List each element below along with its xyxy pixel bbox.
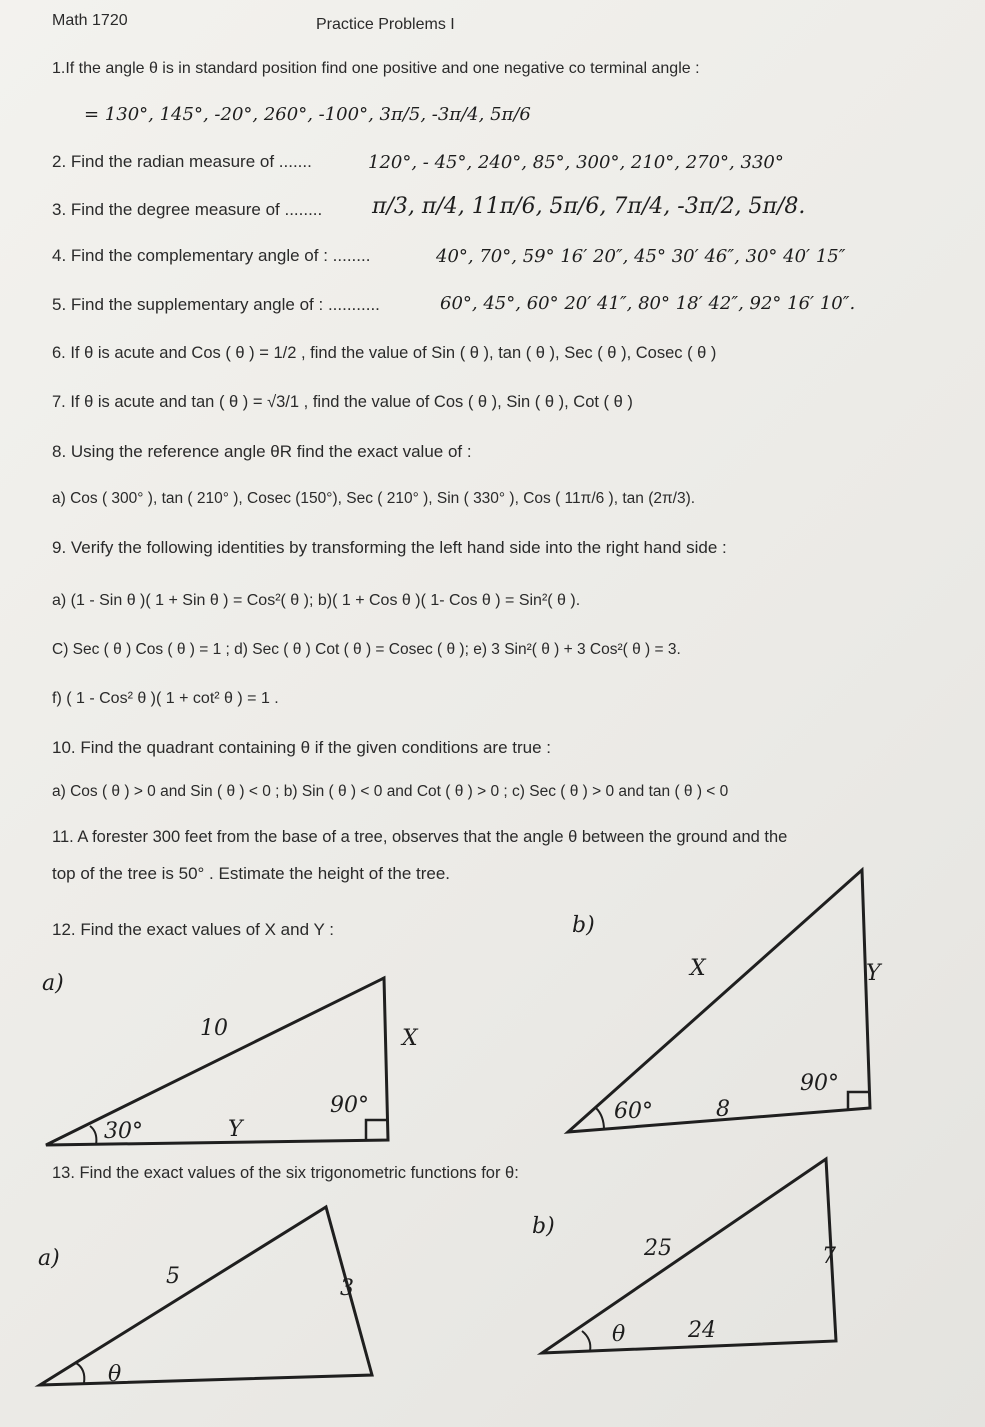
figure-12b-label: b) [572,913,595,938]
problem-8-part-a: a) Cos ( 300° ), tan ( 210° ), Cosec (150°), Sec ( 210° ), Sin ( 330° ), Cos ( 11π/6 ), tan (2π/3). [52,490,696,507]
problem-2-values: 120°, - 45°, 240°, 85°, 300°, 210°, 270°, 330° [368,152,784,173]
adj-label-13b: 24 [688,1318,716,1343]
hyp-label-12a: 10 [200,1016,228,1041]
opp-label-12b: Y [866,961,881,986]
angle-arc-12a [90,1126,96,1145]
figure-13b-label: b) [532,1214,555,1239]
problem-6: 6. If θ is acute and Cos ( θ ) = 1/2 , find the value of Sin ( θ ), tan ( θ ), Sec ( θ ), Cosec ( θ ) [52,344,717,362]
problem-10-conditions: a) Cos ( θ ) > 0 and Sin ( θ ) < 0 ; b) Sin ( θ ) < 0 and Cot ( θ ) > 0 ; c) Sec ( θ ) > 0 and tan ( θ ) < 0 [52,783,729,800]
problem-3-prompt: 3. Find the degree measure of ........ [52,200,323,219]
problem-4-prompt: 4. Find the complementary angle of : ........ [52,246,371,265]
problem-11-line-1: 11. A forester 300 feet from the base of a tree, observes that the angle θ between the ground and the [52,828,788,846]
problem-3-values: π/3, π/4, 11π/6, 5π/6, 7π/4, -3π/2, 5π/8. [372,194,806,219]
course-label: Math 1720 [52,12,128,29]
right-angle-label-12a: 90° [330,1093,369,1118]
problem-12-prompt: 12. Find the exact values of X and Y : [52,920,334,939]
problem-9-line-cde: C) Sec ( θ ) Cos ( θ ) = 1 ; d) Sec ( θ ) Cot ( θ ) = Cosec ( θ ); e) 3 Sin²( θ ) + 3 Cos²( θ ) = 3. [52,641,681,658]
hyp-label-12b: X [690,956,706,981]
triangle-12a [46,978,388,1145]
hyp-label-13b: 25 [644,1236,672,1261]
angle-label-12b: 60° [614,1099,653,1124]
angle-label-13a: θ [108,1362,122,1387]
problem-9-line-ab: a) (1 - Sin θ )( 1 + Sin θ ) = Cos²( θ ); b)( 1 + Cos θ )( 1- Cos θ ) = Sin²( θ ). [52,592,581,609]
problem-9-prompt: 9. Verify the following identities by transforming the left hand side into the right hand side : [52,538,727,557]
problem-10-prompt: 10. Find the quadrant containing θ if the given conditions are true : [52,738,551,757]
opp-label-12a: X [402,1026,418,1051]
problem-13-prompt: 13. Find the exact values of the six trigonometric functions for θ: [52,1164,519,1182]
adj-label-12b: 8 [716,1097,730,1122]
problem-1-values: = 130°, 145°, -20°, 260°, -100°, 3π/5, -3π/4, 5π/6 [84,104,531,125]
problem-4-values: 40°, 70°, 59° 16′ 20″, 45° 30′ 46″, 30° 40′ 15″ [436,246,846,267]
problem-9-line-f: f) ( 1 - Cos² θ )( 1 + cot² θ ) = 1 . [52,690,279,707]
problem-5-values: 60°, 45°, 60° 20′ 41″, 80° 18′ 42″, 92° 16′ 10″. [440,293,856,314]
problem-1-prompt: 1.If the angle θ is in standard position find one positive and one negative co terminal angle : [52,60,700,77]
angle-arc-13b [582,1331,590,1351]
problem-8-prompt: 8. Using the reference angle θR find the exact value of : [52,442,472,461]
figure-13a-label: a) [38,1246,60,1271]
angle-label-13b: θ [612,1322,626,1347]
right-angle-mark-12a [366,1120,388,1140]
figure-12a-label: a) [42,971,64,996]
opp-label-13a: 3 [340,1276,354,1301]
problem-13-figures [0,1195,985,1415]
problem-11-line-2: top of the tree is 50° . Estimate the height of the tree. [52,864,451,883]
opp-label-13b: 7 [822,1244,836,1269]
angle-label-12a: 30° [104,1119,143,1144]
angle-arc-13a [76,1363,84,1383]
worksheet-title: Practice Problems I [316,16,455,33]
right-angle-label-12b: 90° [800,1071,839,1096]
problem-5-prompt: 5. Find the supplementary angle of : ........... [52,295,380,314]
adj-label-12a: Y [228,1117,243,1142]
triangle-13a [40,1207,372,1385]
problem-2-prompt: 2. Find the radian measure of ....... [52,152,312,171]
problem-7: 7. If θ is acute and tan ( θ ) = √3/1 , find the value of Cos ( θ ), Sin ( θ ), Cot ( θ ) [52,393,633,411]
angle-arc-12b [596,1108,604,1130]
hyp-label-13a: 5 [166,1264,180,1289]
